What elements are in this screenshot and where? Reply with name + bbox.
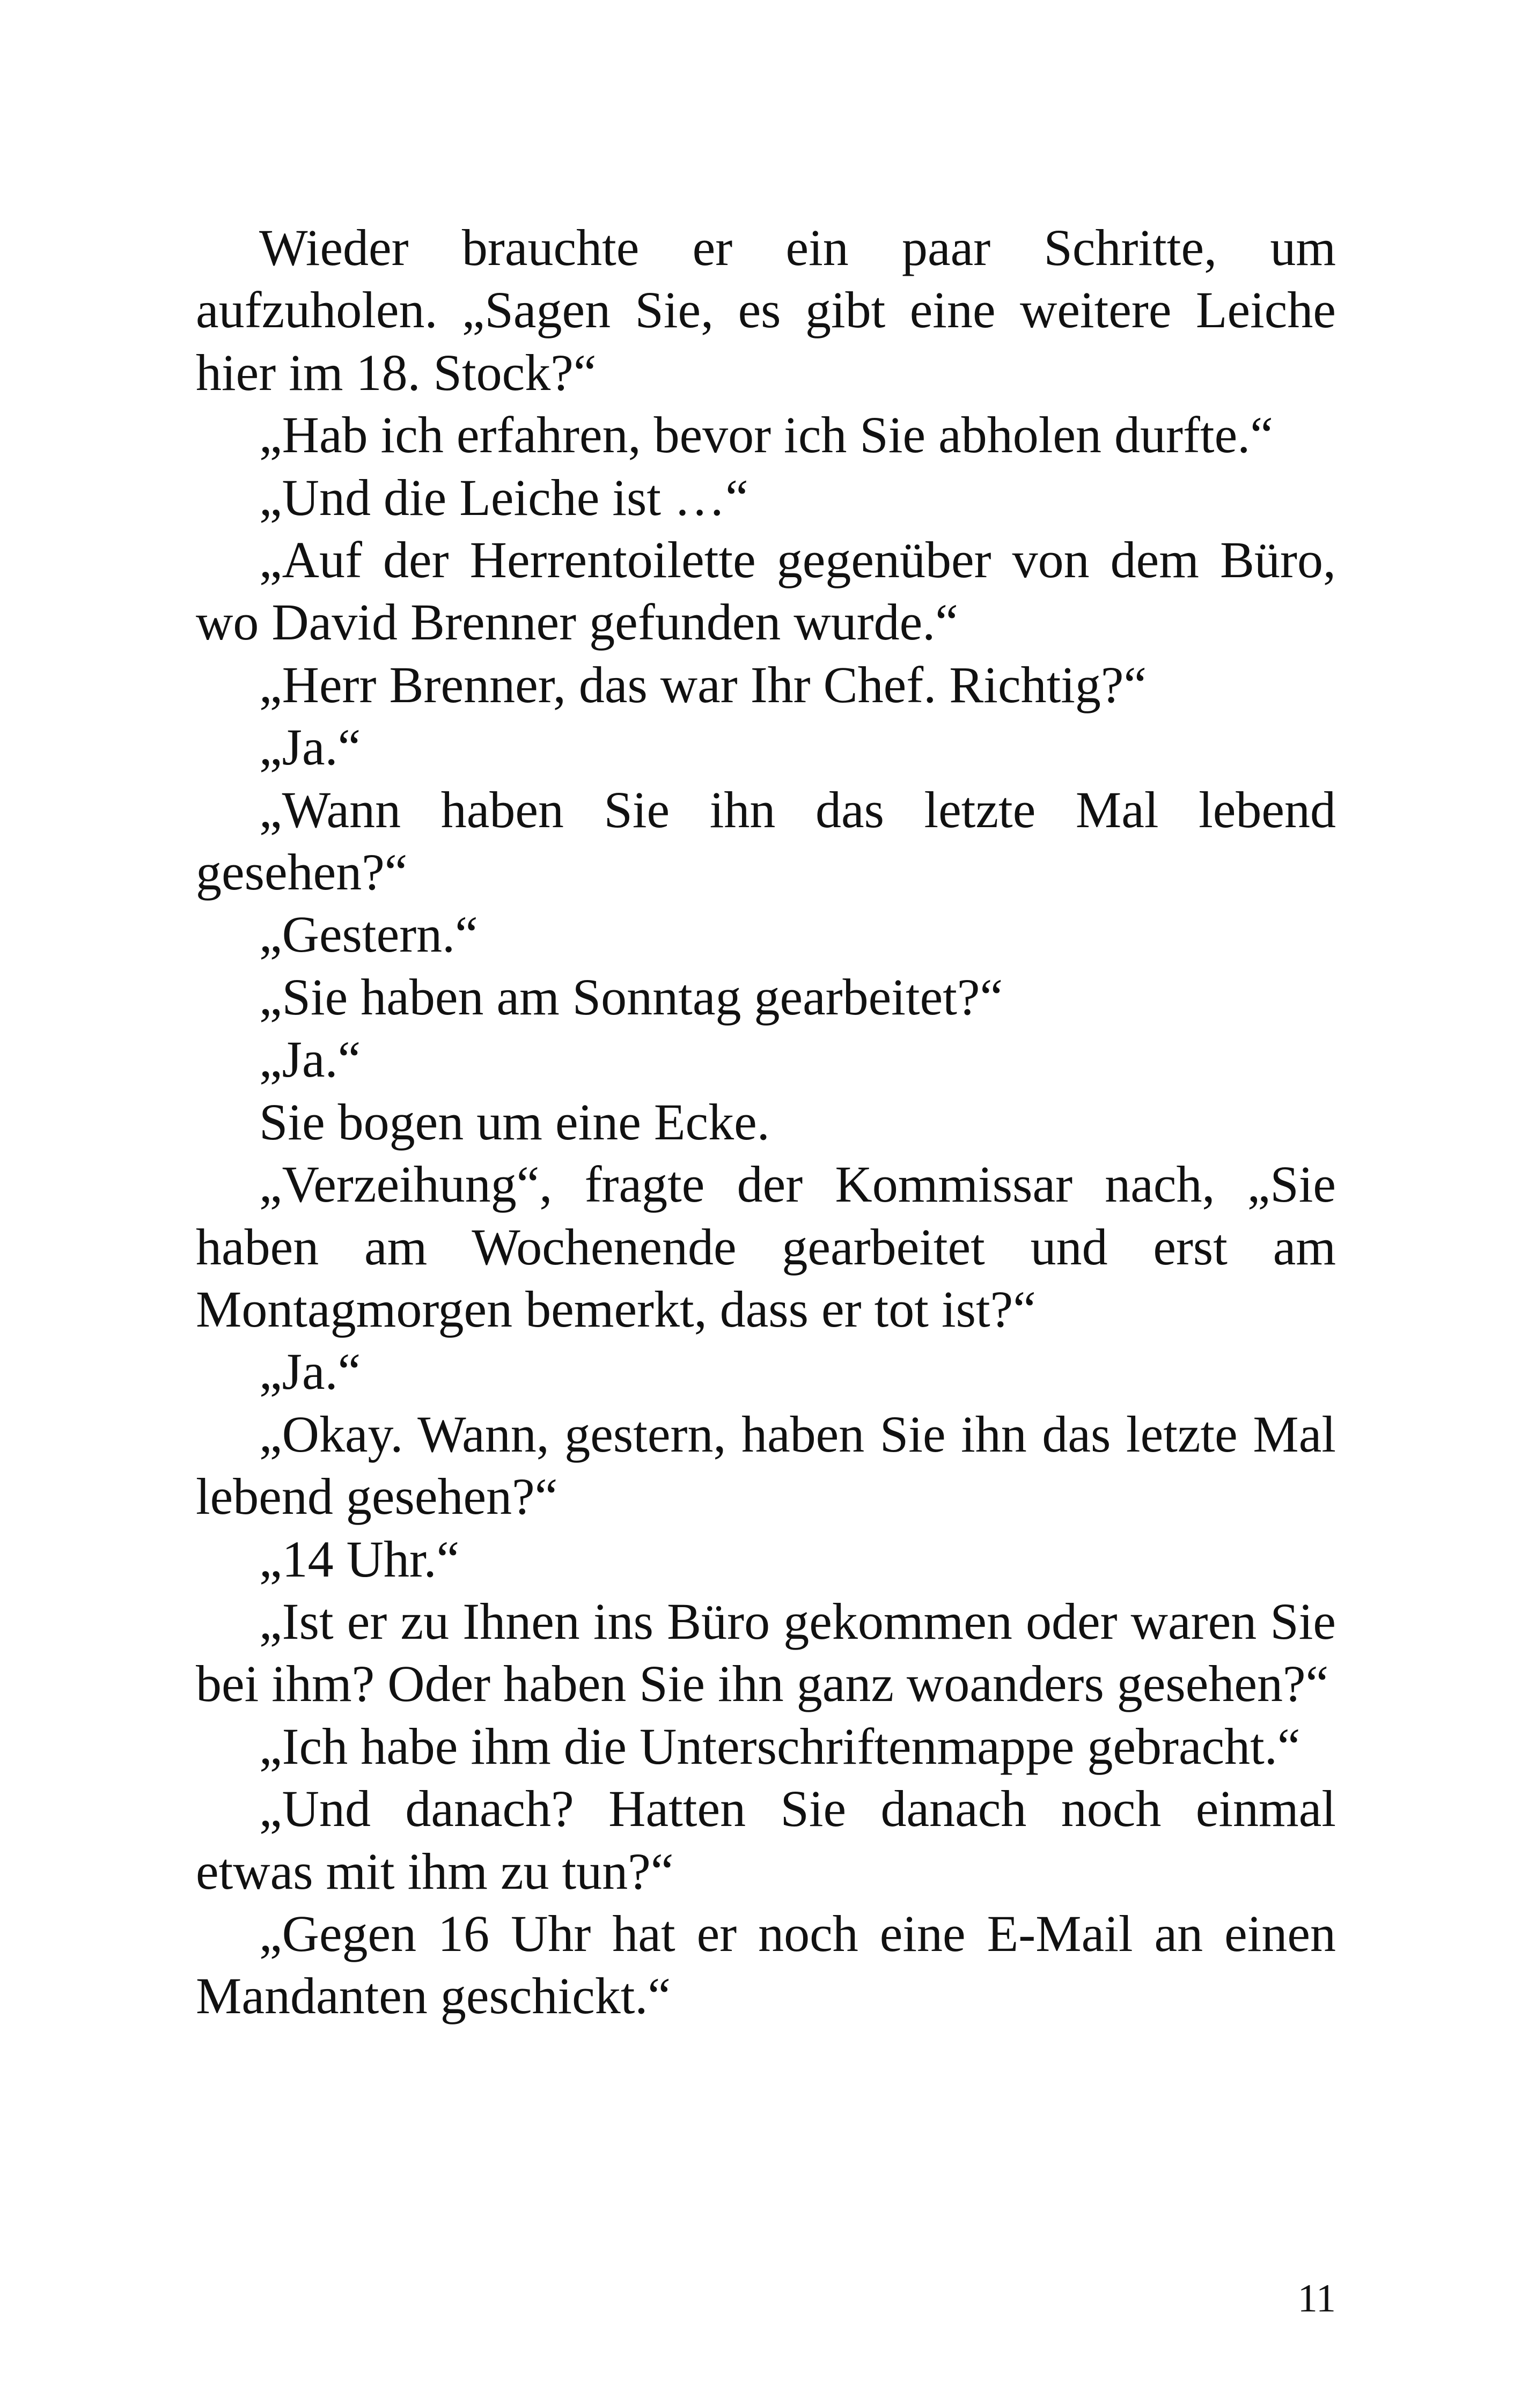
paragraph: „Ja.“ [259,1343,361,1401]
paragraph: „Ist er zu Ihnen ins Büro gekommen oder waren Sie bei ihm? Oder haben Sie ihn ganz woanders gesehen?“ [196,1592,1336,1713]
paragraph: „Auf der Herrentoilette gegenüber von dem Büro, wo David Brenner gefunden wurde.“ [196,531,1336,651]
page-number: 11 [1297,2277,1336,2321]
paragraph: „Gestern.“ [259,905,478,963]
paragraph: Sie bogen um eine Ecke. [259,1093,770,1151]
paragraph: „Ja.“ [259,1030,361,1088]
paragraph: „Wann haben Sie ihn das letzte Mal lebend gesehen?“ [196,780,1336,901]
paragraph: „Verzeihung“, fragte der Kommissar nach, „Sie haben am Wochenende gearbeitet und erst am Montagmorgen bemerkt, dass er tot ist?“ [196,1155,1336,1338]
paragraph: „14 Uhr.“ [259,1530,460,1588]
paragraph: Wieder brauchte er ein paar Schritte, um aufzuholen. „Sagen Sie, es gibt eine weitere Leiche hier im 18. Stock?“ [196,219,1336,401]
paragraph: „Ich habe ihm die Unterschriftenmappe gebracht.“ [259,1717,1300,1775]
paragraph: „Sie haben am Sonntag gearbeitet?“ [259,968,1003,1026]
paragraph: „Und die Leiche ist …“ [259,468,748,526]
paragraph: „Herr Brenner, das war Ihr Chef. Richtig?“ [259,656,1147,713]
paragraph: „Okay. Wann, gestern, haben Sie ihn das letzte Mal lebend gesehen?“ [196,1405,1336,1526]
paragraph: „Gegen 16 Uhr hat er noch eine E-Mail an einen Mandanten geschickt.“ [196,1904,1336,2025]
paragraph: „Ja.“ [259,718,361,776]
paragraph: „Und danach? Hatten Sie danach noch einmal etwas mit ihm zu tun?“ [196,1780,1336,1900]
paragraph: „Hab ich erfahren, bevor ich Sie abholen durfte.“ [259,406,1273,464]
body-text [196,217,1336,2028]
